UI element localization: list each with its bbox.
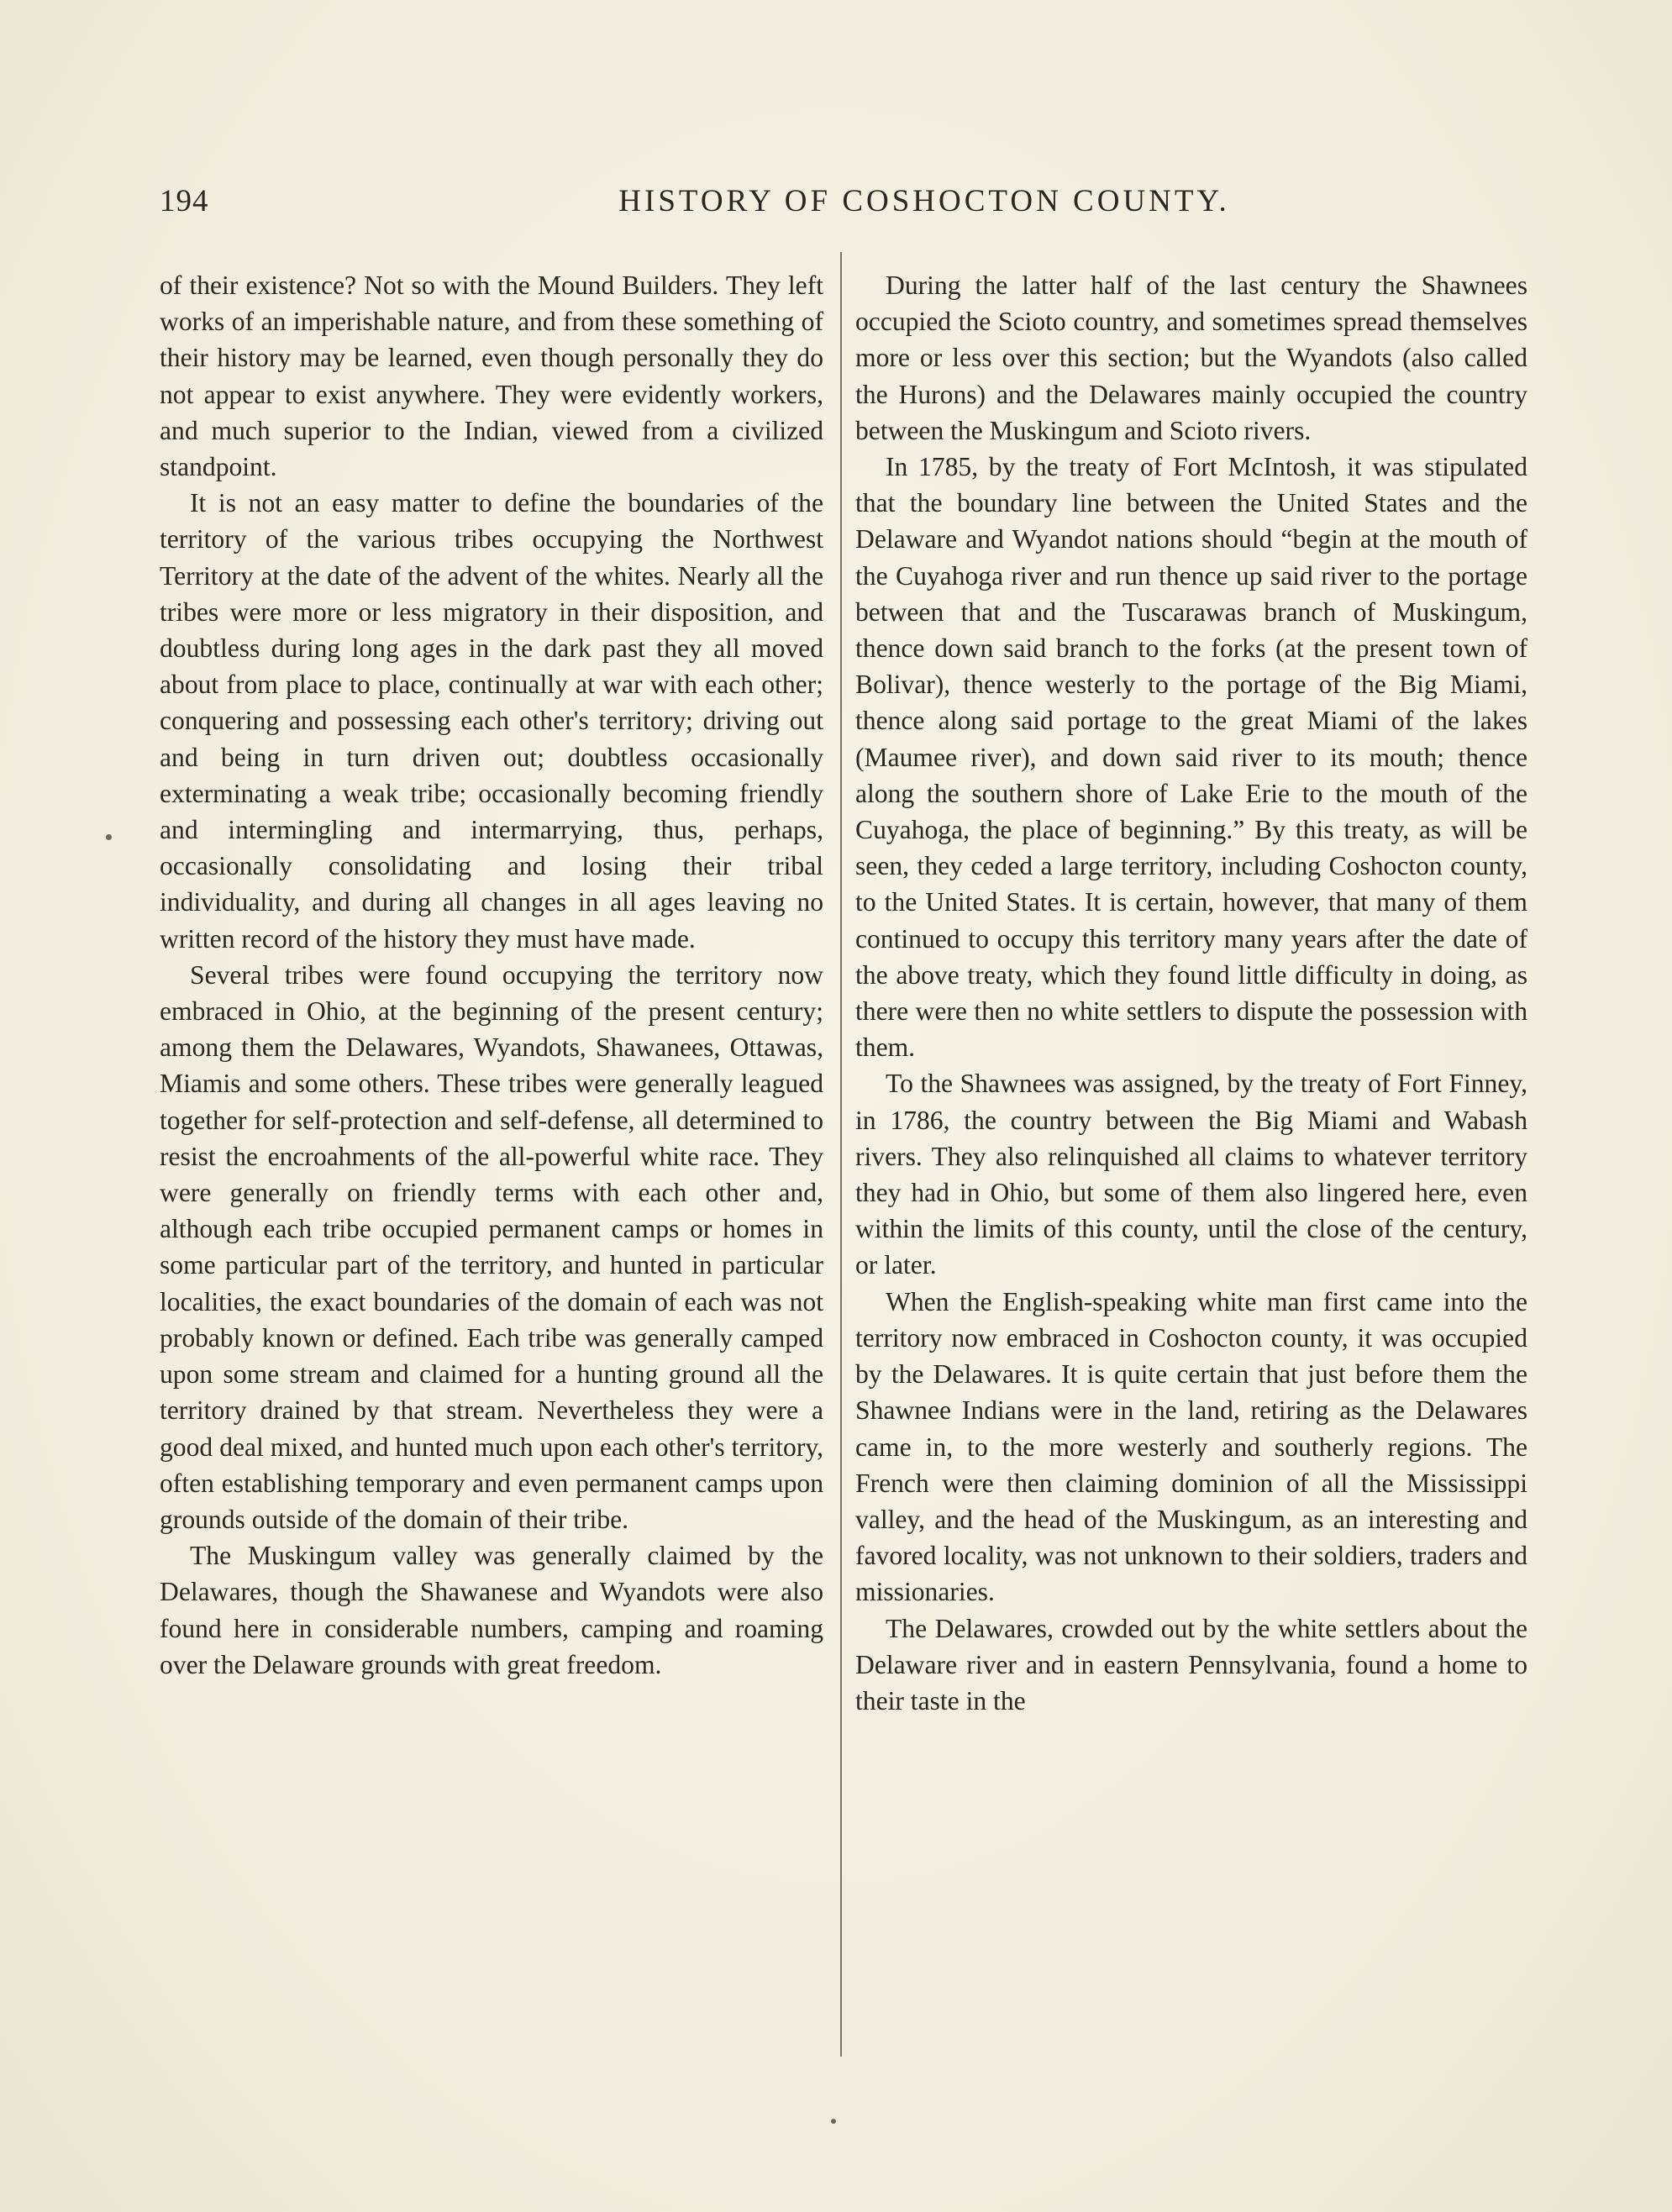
paragraph: of their existence? Not so with the Mound Builders. They left works of an imperishable nature, and from these something of their history may be learned, even though personally they do not appear to exist anywhere. They were evidently workers, and much superior to the Indian, viewed from a civilized standpoint. xyxy=(160,271,823,482)
column-rule xyxy=(840,252,842,2057)
paragraph: In 1785, by the treaty of Fort McIntosh, it was stipulated that the boundary line between the United States and the Delaware and Wyandot nations should “begin at the mouth of the Cuyahoga river and run thence up said river to the portage between that and the Tuscarawas branch of Muskingum, thence down said branch to the forks (at the present town of Bolivar), thence westerly to the portage of the Big Miami, thence along said portage to the great Miami of the lakes (Maumee river), and down said river to its mouth; thence along the southern shore of Lake Erie to the mouth of the Cuyahoga, the place of beginning.” By this treaty, as will be seen, they ceded a large territory, including Coshocton county, to the United States. It is certain, however, that many of them continued to occupy this territory many years after the date of the above treaty, which they found little difficulty in doing, as there were then no white settlers to dispute the possession with them. xyxy=(855,452,1527,1063)
paragraph: The Muskingum valley was generally claimed by the Delawares, though the Shawanese and Wyandots were also found here in considerable numbers, camping and roaming over the Delaware grounds with great freedom. xyxy=(160,1541,823,1679)
paragraph: The Delawares, crowded out by the white settlers about the Delaware river and in eastern Pennsylvania, found a home to their taste in the xyxy=(855,1613,1527,1715)
paragraph: Several tribes were found occupying the territory now embraced in Ohio, at the beginning of the present century; among them the Delawares, Wyandots, Shawanees, Ottawas, Miamis and some others. These tribes were generally leagued together for self-protection and self-defense, all determined to resist the encroahments of the all-powerful white race. They were generally on friendly terms with each other and, although each tribe occupied permanent camps or homes in some particular part of the territory, and hunted in particular localities, the exact boundaries of the domain of each was not probably known or defined. Each tribe was generally camped upon some stream and claimed for a hunting ground all the territory drained by that stream. Nevertheless they were a good deal mixed, and hunted much upon each other's territory, often establishing temporary and even permanent camps upon grounds outside of the domain of their tribe. xyxy=(160,959,823,1534)
paragraph: When the English-speaking white man first came into the territory now embraced in Coshocton county, it was occupied by the Delawares. It is quite certain that just before them the Shawnee Indians were in the land, retiring as the Delawares came in, to the more westerly and southerly regions. The French were then claiming dominion of all the Mississippi valley, and the head of the Muskingum, as an interesting and favored locality, was not unknown to their soldiers, traders and missionaries. xyxy=(855,1286,1527,1607)
running-head: HISTORY OF COSHOCTON COUNTY. xyxy=(618,184,1230,218)
paragraph: During the latter half of the last century the Shawnees occupied the Scioto country, and sometimes spread themselves more or less over this section; but the Wyandots (also called the Hurons) and the Delawares mainly occupied the country between the Muskingum and Scioto rivers. xyxy=(855,271,1527,445)
right-column xyxy=(855,267,1527,1719)
page-header xyxy=(160,183,1529,234)
paragraph: To the Shawnees was assigned, by the treaty of Fort Finney, in 1786, the country between the Big Miami and Wabash rivers. They also relinquished all claims to whatever territory they had in Ohio, but some of them also lingered here, even within the limits of this county, until the close of the century, or later. xyxy=(855,1069,1527,1280)
margin-speck xyxy=(106,834,112,840)
left-column xyxy=(160,267,823,1683)
paragraph: It is not an easy matter to define the boundaries of the territory of the various tribes occupying the Northwest Territory at the date of the advent of the whites. Nearly all the tribes were more or less migratory in their disposition, and doubtless during long ages in the dark past they all moved about from place to place, continually at war with each other; conquering and possessing each other's territory; driving out and being in turn driven out; doubtless occasionally exterminating a weak tribe; occasionally becoming friendly and intermingling and intermarrying, thus, perhaps, occasionally consolidating and losing their tribal individuality, and during all changes in all ages leaving no written record of the history they must have made. xyxy=(160,488,823,954)
page-number: 194 xyxy=(160,184,209,218)
margin-speck xyxy=(831,2119,836,2124)
